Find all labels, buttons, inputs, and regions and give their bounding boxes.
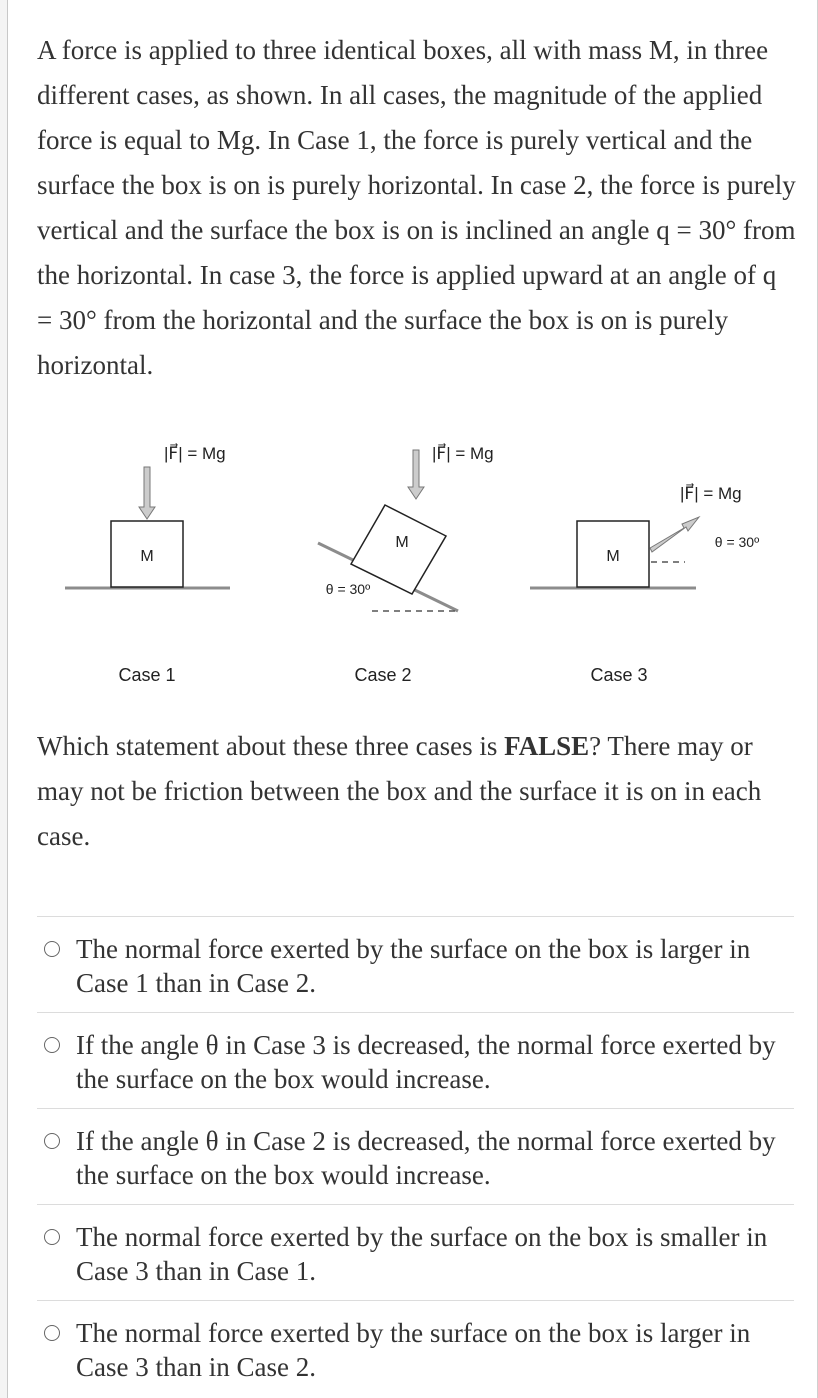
radio-button[interactable]	[44, 1037, 60, 1053]
case3-force-arrow	[650, 517, 699, 552]
answer-option-5[interactable]	[37, 1300, 794, 1396]
answer-option-text: If the angle θ in Case 2 is decreased, the normal force exerted by the surface on the box would increase.	[76, 1126, 776, 1190]
prompt-text-before: Which statement about these three cases is	[37, 731, 505, 761]
radio-button[interactable]	[44, 941, 60, 957]
question-text	[37, 28, 797, 388]
case2-force-label: |F⃗| = Mg	[432, 444, 494, 463]
answer-option-text: The normal force exerted by the surface on the box is smaller in Case 3 than in Case 1.	[76, 1222, 768, 1286]
answer-option-4[interactable]	[37, 1204, 794, 1300]
prompt-emphasis: FALSE	[504, 731, 590, 761]
prompt-text-after: ? There may or may not be friction between the box and the surface it is on in each case.	[37, 731, 762, 851]
answer-option-2[interactable]	[37, 1012, 794, 1108]
case3-label: Case 3	[590, 665, 648, 685]
case3-figure	[530, 482, 759, 685]
answer-option-3[interactable]	[37, 1108, 794, 1204]
case2-label: Case 2	[354, 665, 412, 685]
case3-angle-label: θ = 30º	[714, 534, 760, 550]
question-prompt	[37, 724, 797, 859]
case2-force-arrow	[408, 450, 424, 499]
answer-option-text: The normal force exerted by the surface on the box is larger in Case 3 than in Case 2.	[76, 1318, 751, 1382]
answer-option-text: If the angle θ in Case 3 is decreased, the normal force exerted by the surface on the box would increase.	[76, 1030, 776, 1094]
force-diagram-svg	[40, 415, 780, 705]
case2-angle-label: θ = 30º	[325, 581, 371, 597]
case3-mass-label: M	[606, 548, 620, 565]
answer-options	[37, 916, 794, 1396]
case3-force-label: |F⃗| = Mg	[680, 484, 742, 503]
radio-button[interactable]	[44, 1229, 60, 1245]
question-paragraph: A force is applied to three identical boxes, all with mass M, in three different cases, as shown. In all cases, the magnitude of the applied force is equal to Mg. In Case 1, the force is purely vertical and the surface the box is on is purely horizontal. In case 2, the force is purely vertical and the surface the box is on is inclined an angle q = 30° from the horizontal. In case 3, the force is applied upward at an angle of q = 30° from the horizontal and the surface the box is on is purely horizontal.	[37, 35, 796, 380]
case2-figure	[318, 442, 494, 685]
case1-mass-label: M	[140, 548, 154, 565]
page-left-border	[0, 0, 8, 1398]
answer-option-1[interactable]	[37, 916, 794, 1012]
case1-figure	[65, 442, 230, 685]
case1-label: Case 1	[118, 665, 176, 685]
case1-force-label: |F⃗| = Mg	[164, 444, 226, 463]
case2-mass-label: M	[395, 534, 409, 551]
force-diagram	[40, 415, 780, 705]
case1-force-arrow	[139, 467, 155, 519]
radio-button[interactable]	[44, 1325, 60, 1341]
answer-option-text: The normal force exerted by the surface on the box is larger in Case 1 than in Case 2.	[76, 934, 751, 998]
radio-button[interactable]	[44, 1133, 60, 1149]
